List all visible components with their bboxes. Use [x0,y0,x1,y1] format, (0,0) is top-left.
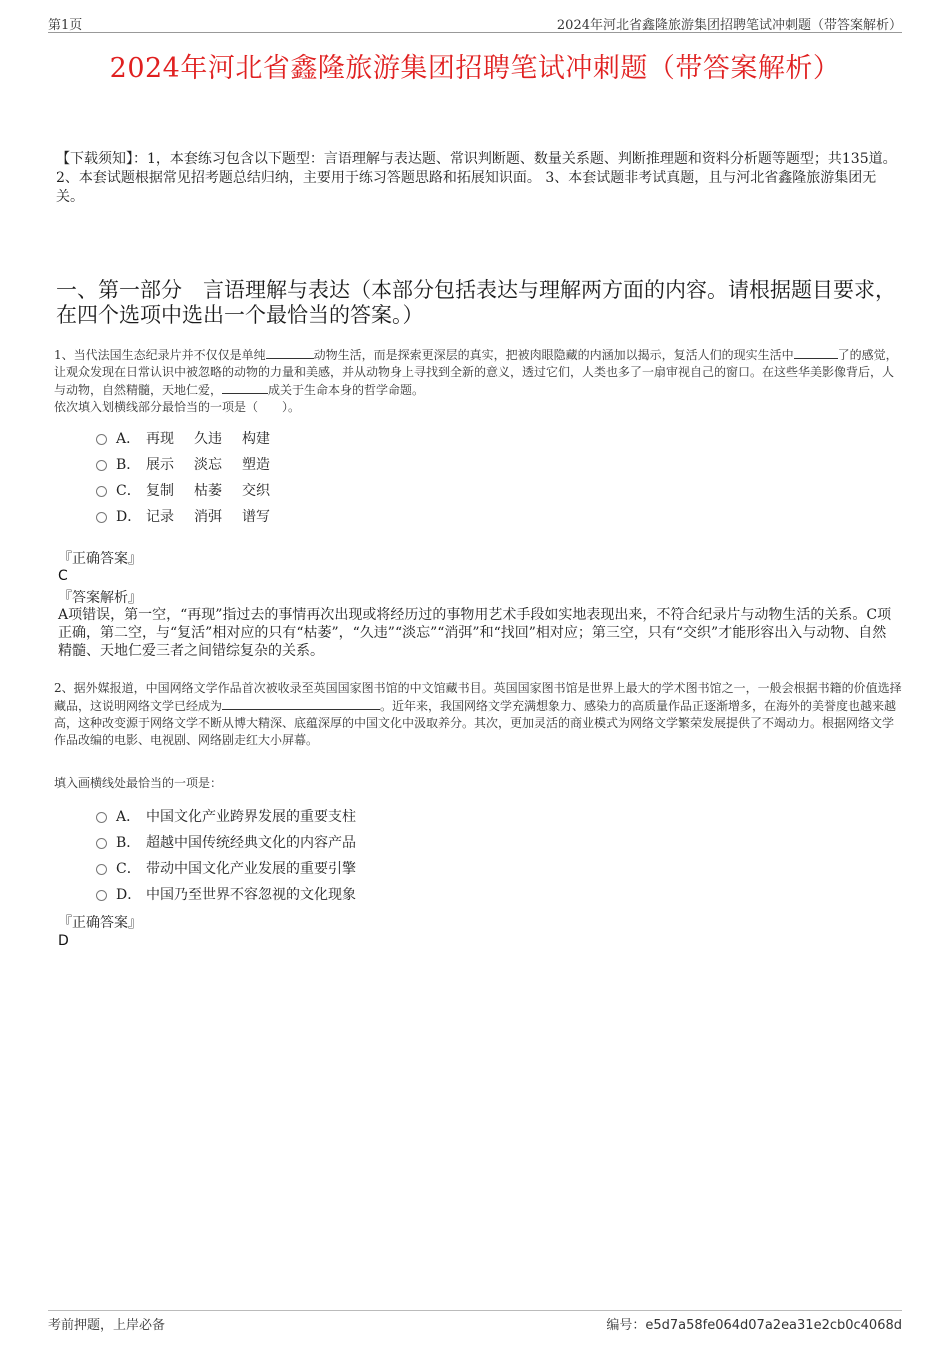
q2-answer-label: 『正确答案』 [58,915,142,931]
q2-option-d[interactable]: D． 中国乃至世界不容忽视的文化现象 [96,882,356,908]
radio-icon[interactable] [96,460,107,471]
radio-icon[interactable] [96,812,107,823]
running-header-title: 2024年河北省鑫隆旅游集团招聘笔试冲刺题（带答案解析） [556,18,902,33]
document-title: 2024年河北省鑫隆旅游集团招聘笔试冲刺题（带答案解析） [109,53,841,84]
q2-blank [222,697,380,710]
q2-option-a[interactable]: A． 中国文化产业跨界发展的重要支柱 [96,804,356,830]
footer-slogan: 考前押题，上岸必备 [48,1318,166,1333]
q1-blank-3 [222,381,268,394]
q1-option-a[interactable]: A． 再现 久违 构建 [96,426,270,452]
q2-text-part-1: 2、据外媒报道，中国网络文学作品首次被收录至英国国家图书馆的中文馆藏书目。英国国家图书馆是世界上最大的学术图书馆之一，一般会根据书籍的价值选择藏品，这说明网络文学已经成为 [54,681,902,713]
radio-icon[interactable] [96,838,107,849]
q2-option-b[interactable]: B． 超越中国传统经典文化的内容产品 [96,830,356,856]
q1-text-part-3: 了的感觉，让观众发现在日常认识中被忽略的动物的力量和美感，并从动物身上寻找到全新的意义，透过它们，人类也多了一扇审视自己的窗口。在这些华美影像背后，人与动物，自然精髓，天地仁爱， [54,348,898,397]
q1-text-part-1: 1、当代法国生态纪录片并不仅仅是单纯 [54,348,266,362]
q1-text-part-4: 成关于生命本身的哲学命题。 [268,383,425,397]
q1-instruction: 依次填入划横线部分最恰当的一项是（ ）。 [54,400,301,414]
header-divider [48,32,902,33]
q1-options [96,426,270,530]
document-code-label: 编号： [606,1318,646,1333]
document-code-value: e5d7a58fe064d07a2ea31e2cb0c4068d [645,1318,902,1333]
q1-option-b[interactable]: B． 展示 淡忘 塑造 [96,452,270,478]
q1-blank-2 [794,346,838,359]
footer-divider [48,1310,902,1311]
q1-option-c[interactable]: C． 复制 枯萎 交织 [96,478,270,504]
radio-icon[interactable] [96,434,107,445]
question-1-stem [54,346,902,416]
q2-option-c[interactable]: C． 带动中国文化产业发展的重要引擎 [96,856,356,882]
question-2-stem [54,680,902,749]
q1-answer: C [58,568,68,584]
document-code [606,1314,902,1333]
download-notice: 【下载须知】：1，本套练习包含以下题型：言语理解与表达题、常识判断题、数量关系题、判断推理题和资料分析题等题型；共135道。 2、本套试题根据常见招考题总结归纳，主要用于练习答题思路和拓展知识面。 3、本套试题非考试真题，且与河北省鑫隆旅游集团无关。 [56,151,897,205]
page-number: 第1页 [48,18,83,33]
q1-option-d[interactable]: D． 记录 消弭 谱写 [96,504,270,530]
radio-icon[interactable] [96,486,107,497]
q2-instruction: 填入画横线处最恰当的一项是： [54,776,223,790]
radio-icon[interactable] [96,864,107,875]
q2-text-part-2: 。近年来，我国网络文学充满想象力、感染力的高质量作品正逐渐增多，在海外的美誉度也越来越高，这种改变源于网络文学不断从博大精深、底蕴深厚的中国文化中汲取养分。其次，更加灵活的商业模式为网络文学繁荣发展提供了不竭动力。根据网络文学作品改编的电影、电视剧、网络剧走红大小屏幕。 [54,699,897,747]
q1-blank-1 [266,346,314,359]
q2-options [96,804,356,908]
radio-icon[interactable] [96,512,107,523]
q1-analysis-label: 『答案解析』 [58,590,142,606]
q1-text-part-2: 动物生活，而是探索更深层的真实，把被肉眼隐藏的内涵加以揭示，复活人们的现实生活中 [313,348,794,362]
section-heading: 一、第一部分 言语理解与表达（本部分包括表达与理解两方面的内容。请根据题目要求，在四个选项中选出一个最恰当的答案。） [56,278,896,327]
q2-answer: D [58,933,69,949]
q1-answer-label: 『正确答案』 [58,551,142,567]
q1-analysis: A项错误，第一空，“再现”指过去的事情再次出现或将经历过的事物用艺术手段如实地表现出来，不符合纪录片与动物生活的关系。C项正确，第二空，与“复活”相对应的只有“枯萎”，“久违”“淡忘”“消弭”和“找回”相对应；第三空，只有“交织”才能形容出入与动物、自然精髓、天地仁爱三者之间错综复杂的关系。 [58,607,892,659]
radio-icon[interactable] [96,890,107,901]
